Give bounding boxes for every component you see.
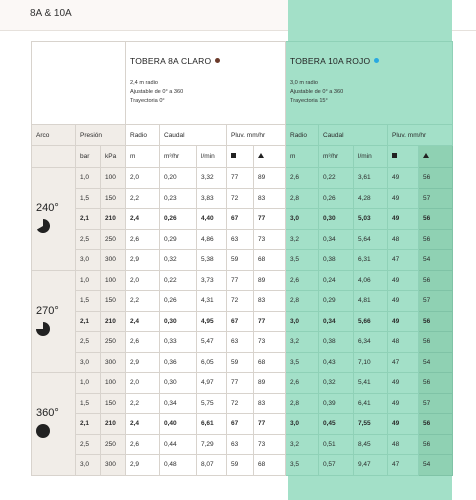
cell-bar: 1,0 (76, 373, 101, 394)
unit-m: m (126, 146, 160, 168)
cell-bar: 1,5 (76, 188, 101, 209)
cell-caudal-lmin-10a: 5,41 (354, 373, 388, 394)
cell-caudal-m3hr-10a: 0,29 (319, 291, 354, 312)
arc-label: 360° (36, 407, 59, 420)
unit-lmin: l/min (197, 146, 227, 168)
nozzle-10a-color-dot (374, 58, 379, 63)
cell-pluv-square-10a: 49 (388, 188, 419, 209)
cell-caudal-lmin-10a: 5,03 (354, 209, 388, 230)
cell-pluv-triangle: 73 (254, 229, 286, 250)
nozzle-8a-adjust: Ajustable de 0° a 360 (130, 89, 184, 95)
cell-pluv-triangle: 83 (254, 393, 286, 414)
cell-radio: 2,2 (126, 291, 160, 312)
cell-bar: 2,5 (76, 434, 101, 455)
cell-radio: 2,9 (126, 352, 160, 373)
cell-pluv-triangle: 73 (254, 434, 286, 455)
cell-radio: 2,6 (126, 229, 160, 250)
cell-caudal-lmin: 4,31 (197, 291, 227, 312)
cell-kpa: 100 (101, 373, 126, 394)
arc-cell (32, 168, 76, 271)
cell-radio: 2,0 (126, 373, 160, 394)
cell-pluv-square-10a: 49 (388, 168, 419, 189)
cell-caudal-m3hr-10a: 0,24 (319, 270, 354, 291)
cell-pluv-triangle-10a: 56 (419, 229, 453, 250)
cell-pluv-square: 59 (227, 250, 254, 271)
cell-caudal-m3hr: 0,23 (160, 188, 197, 209)
cell-pluv-triangle: 68 (254, 455, 286, 476)
nozzle-8a-header (126, 42, 286, 125)
cell-radio: 2,2 (126, 393, 160, 414)
cell-bar: 1,0 (76, 270, 101, 291)
cell-pluv-triangle: 73 (254, 332, 286, 353)
cell-radio: 2,6 (126, 332, 160, 353)
table-row (32, 209, 453, 230)
cell-bar: 3,0 (76, 455, 101, 476)
cell-radio-10a: 2,6 (286, 270, 319, 291)
table-row (32, 250, 453, 271)
cell-pluv-triangle: 89 (254, 168, 286, 189)
header-radio-10a: Radio (286, 125, 319, 146)
cell-caudal-m3hr: 0,20 (160, 168, 197, 189)
table-row (32, 352, 453, 373)
table-row (32, 311, 453, 332)
cell-caudal-m3hr-10a: 0,34 (319, 229, 354, 250)
cell-radio-10a: 3,0 (286, 209, 319, 230)
header-pluv: Pluv. mm/hr (227, 125, 286, 146)
cell-kpa: 150 (101, 291, 126, 312)
unit-kpa: kPa (101, 146, 126, 168)
cell-kpa: 250 (101, 229, 126, 250)
arc-label: 240° (36, 202, 59, 215)
cell-kpa: 150 (101, 393, 126, 414)
cell-radio-10a: 3,2 (286, 229, 319, 250)
cell-pluv-square-10a: 49 (388, 373, 419, 394)
cell-caudal-m3hr-10a: 0,45 (319, 414, 354, 435)
cell-radio-10a: 3,0 (286, 414, 319, 435)
cell-caudal-lmin-10a: 6,41 (354, 393, 388, 414)
cell-bar: 3,0 (76, 250, 101, 271)
cell-caudal-lmin: 3,83 (197, 188, 227, 209)
cell-caudal-lmin: 6,05 (197, 352, 227, 373)
nozzle-10a-header (286, 42, 453, 125)
cell-radio: 2,2 (126, 188, 160, 209)
nozzle-8a-title: TOBERA 8A CLARO (130, 56, 212, 66)
cell-caudal-lmin: 8,07 (197, 455, 227, 476)
unit-m-10a: m (286, 146, 319, 168)
table-row (32, 270, 453, 291)
nozzle-8a-trajectory: Trayectoria 0° (130, 98, 165, 104)
square-pattern-icon-10a (388, 146, 419, 168)
table-body (32, 168, 453, 476)
header-arco: Arco (32, 125, 76, 146)
cell-bar: 1,5 (76, 291, 101, 312)
header-radio: Radio (126, 125, 160, 146)
cell-pluv-square: 63 (227, 332, 254, 353)
cell-caudal-m3hr-10a: 0,30 (319, 209, 354, 230)
cell-pluv-square-10a: 49 (388, 270, 419, 291)
cell-radio: 2,4 (126, 209, 160, 230)
cell-pluv-triangle: 77 (254, 414, 286, 435)
cell-kpa: 210 (101, 414, 126, 435)
cell-pluv-triangle: 89 (254, 373, 286, 394)
cell-pluv-triangle-10a: 56 (419, 434, 453, 455)
cell-pluv-square-10a: 48 (388, 434, 419, 455)
cell-pluv-square-10a: 49 (388, 209, 419, 230)
cell-pluv-triangle: 68 (254, 250, 286, 271)
table-row (32, 332, 453, 353)
nozzle-8a-radius: 2,4 m radio (130, 80, 158, 86)
cell-radio: 2,9 (126, 455, 160, 476)
cell-pluv-triangle-10a: 56 (419, 270, 453, 291)
cell-caudal-lmin-10a: 9,47 (354, 455, 388, 476)
cell-radio-10a: 3,5 (286, 352, 319, 373)
cell-caudal-lmin: 3,32 (197, 168, 227, 189)
cell-radio-10a: 2,6 (286, 373, 319, 394)
cell-pluv-square: 77 (227, 270, 254, 291)
nozzle-8a-color-dot (215, 58, 220, 63)
cell-caudal-m3hr-10a: 0,51 (319, 434, 354, 455)
cell-radio-10a: 2,8 (286, 393, 319, 414)
cell-bar: 1,0 (76, 168, 101, 189)
cell-caudal-m3hr: 0,32 (160, 250, 197, 271)
cell-caudal-lmin: 4,97 (197, 373, 227, 394)
cell-caudal-lmin-10a: 3,61 (354, 168, 388, 189)
triangle-pattern-icon-10a (419, 146, 453, 168)
cell-radio-10a: 3,5 (286, 455, 319, 476)
table-row (32, 291, 453, 312)
cell-caudal-m3hr: 0,26 (160, 209, 197, 230)
cell-pluv-square-10a: 49 (388, 291, 419, 312)
nozzle-header-row (32, 42, 453, 125)
cell-caudal-m3hr: 0,30 (160, 311, 197, 332)
cell-pluv-square: 72 (227, 188, 254, 209)
unit-m3hr: m³/hr (160, 146, 197, 168)
cell-kpa: 300 (101, 455, 126, 476)
cell-caudal-lmin-10a: 4,81 (354, 291, 388, 312)
cell-pluv-triangle: 83 (254, 291, 286, 312)
cell-bar: 2,1 (76, 209, 101, 230)
cell-radio: 2,6 (126, 434, 160, 455)
cell-caudal-m3hr: 0,36 (160, 352, 197, 373)
cell-pluv-square-10a: 47 (388, 455, 419, 476)
cell-pluv-triangle-10a: 54 (419, 352, 453, 373)
cell-pluv-square: 63 (227, 229, 254, 250)
cell-caudal-m3hr: 0,29 (160, 229, 197, 250)
cell-pluv-triangle-10a: 56 (419, 414, 453, 435)
arc-240-icon (36, 219, 75, 235)
cell-pluv-square: 72 (227, 393, 254, 414)
page-title: 8A & 10A (30, 8, 72, 19)
cell-pluv-triangle-10a: 56 (419, 209, 453, 230)
cell-kpa: 250 (101, 332, 126, 353)
cell-caudal-lmin: 5,47 (197, 332, 227, 353)
table-row (32, 373, 453, 394)
cell-pluv-triangle-10a: 56 (419, 373, 453, 394)
arc-cell (32, 373, 76, 476)
cell-pluv-triangle: 68 (254, 352, 286, 373)
header-presion: Presión (76, 125, 126, 146)
header-pluv-10a: Pluv. mm/hr (388, 125, 453, 146)
cell-radio: 2,9 (126, 250, 160, 271)
cell-caudal-m3hr-10a: 0,22 (319, 168, 354, 189)
performance-table (31, 41, 453, 476)
cell-pluv-triangle: 89 (254, 270, 286, 291)
cell-radio: 2,0 (126, 168, 160, 189)
cell-caudal-m3hr: 0,44 (160, 434, 197, 455)
cell-caudal-m3hr-10a: 0,38 (319, 250, 354, 271)
cell-pluv-square-10a: 47 (388, 352, 419, 373)
cell-caudal-m3hr: 0,26 (160, 291, 197, 312)
cell-caudal-lmin-10a: 6,34 (354, 332, 388, 353)
cell-caudal-m3hr-10a: 0,32 (319, 373, 354, 394)
cell-bar: 1,5 (76, 393, 101, 414)
cell-caudal-lmin: 5,38 (197, 250, 227, 271)
cell-pluv-square-10a: 48 (388, 332, 419, 353)
header-blank (32, 42, 126, 125)
nozzle-10a-adjust: Ajustable de 0° a 360 (290, 89, 344, 95)
unit-bar: bar (76, 146, 101, 168)
triangle-pattern-icon (254, 146, 286, 168)
cell-pluv-square: 63 (227, 434, 254, 455)
cell-caudal-m3hr-10a: 0,39 (319, 393, 354, 414)
cell-kpa: 100 (101, 168, 126, 189)
cell-bar: 2,1 (76, 414, 101, 435)
cell-pluv-square-10a: 48 (388, 229, 419, 250)
cell-caudal-lmin: 4,40 (197, 209, 227, 230)
cell-caudal-m3hr-10a: 0,43 (319, 352, 354, 373)
cell-kpa: 300 (101, 352, 126, 373)
nozzle-10a-trajectory: Trayectoria 15° (290, 98, 328, 104)
cell-caudal-m3hr-10a: 0,26 (319, 188, 354, 209)
cell-pluv-triangle: 83 (254, 188, 286, 209)
cell-radio-10a: 2,6 (286, 168, 319, 189)
cell-pluv-triangle-10a: 57 (419, 188, 453, 209)
cell-radio-10a: 3,2 (286, 434, 319, 455)
header-caudal: Caudal (160, 125, 227, 146)
cell-pluv-triangle-10a: 56 (419, 332, 453, 353)
cell-pluv-triangle-10a: 57 (419, 393, 453, 414)
cell-pluv-square: 59 (227, 352, 254, 373)
cell-pluv-square: 67 (227, 414, 254, 435)
table-row (32, 188, 453, 209)
table-row (32, 414, 453, 435)
nozzle-10a-title: TOBERA 10A ROJO (290, 56, 371, 66)
cell-caudal-lmin: 4,86 (197, 229, 227, 250)
cell-pluv-triangle: 77 (254, 209, 286, 230)
cell-pluv-square-10a: 49 (388, 393, 419, 414)
cell-radio: 2,4 (126, 311, 160, 332)
cell-pluv-square-10a: 47 (388, 250, 419, 271)
cell-caudal-m3hr: 0,34 (160, 393, 197, 414)
cell-kpa: 210 (101, 311, 126, 332)
cell-pluv-triangle: 77 (254, 311, 286, 332)
cell-caudal-lmin-10a: 5,66 (354, 311, 388, 332)
header-caudal-10a: Caudal (319, 125, 388, 146)
cell-caudal-m3hr: 0,33 (160, 332, 197, 353)
cell-pluv-square: 67 (227, 209, 254, 230)
cell-caudal-lmin-10a: 7,10 (354, 352, 388, 373)
cell-radio-10a: 3,5 (286, 250, 319, 271)
cell-kpa: 100 (101, 270, 126, 291)
square-pattern-icon (227, 146, 254, 168)
cell-caudal-m3hr-10a: 0,38 (319, 332, 354, 353)
nozzle-10a-radius: 3,0 m radio (290, 80, 318, 86)
cell-bar: 3,0 (76, 352, 101, 373)
unit-m3hr-10a: m³/hr (319, 146, 354, 168)
cell-pluv-square: 59 (227, 455, 254, 476)
column-group-header-row (32, 125, 453, 146)
arc-cell (32, 270, 76, 373)
table-row (32, 393, 453, 414)
cell-pluv-square: 72 (227, 291, 254, 312)
cell-bar: 2,1 (76, 311, 101, 332)
cell-caudal-lmin-10a: 8,45 (354, 434, 388, 455)
cell-caudal-m3hr: 0,30 (160, 373, 197, 394)
cell-kpa: 250 (101, 434, 126, 455)
cell-caudal-m3hr-10a: 0,34 (319, 311, 354, 332)
cell-caudal-lmin: 7,29 (197, 434, 227, 455)
cell-pluv-square-10a: 49 (388, 311, 419, 332)
cell-caudal-lmin: 6,61 (197, 414, 227, 435)
cell-caudal-m3hr-10a: 0,57 (319, 455, 354, 476)
cell-pluv-triangle-10a: 54 (419, 250, 453, 271)
cell-bar: 2,5 (76, 332, 101, 353)
cell-radio: 2,0 (126, 270, 160, 291)
cell-bar: 2,5 (76, 229, 101, 250)
cell-pluv-triangle-10a: 56 (419, 168, 453, 189)
cell-caudal-m3hr: 0,48 (160, 455, 197, 476)
table-row (32, 168, 453, 189)
cell-radio: 2,4 (126, 414, 160, 435)
unit-lmin-10a: l/min (354, 146, 388, 168)
cell-caudal-lmin: 4,95 (197, 311, 227, 332)
cell-pluv-square: 77 (227, 168, 254, 189)
cell-caudal-lmin-10a: 4,28 (354, 188, 388, 209)
cell-caudal-lmin-10a: 7,55 (354, 414, 388, 435)
cell-kpa: 150 (101, 188, 126, 209)
cell-pluv-triangle-10a: 56 (419, 311, 453, 332)
cell-caudal-lmin-10a: 4,06 (354, 270, 388, 291)
cell-pluv-square: 67 (227, 311, 254, 332)
cell-pluv-triangle-10a: 57 (419, 291, 453, 312)
table-row (32, 434, 453, 455)
arc-360-icon (36, 424, 75, 440)
cell-caudal-m3hr: 0,40 (160, 414, 197, 435)
cell-caudal-lmin: 3,73 (197, 270, 227, 291)
unit-blank (32, 146, 76, 168)
cell-caudal-lmin: 5,75 (197, 393, 227, 414)
arc-label: 270° (36, 304, 59, 317)
cell-radio-10a: 3,0 (286, 311, 319, 332)
cell-radio-10a: 2,8 (286, 188, 319, 209)
cell-caudal-m3hr: 0,22 (160, 270, 197, 291)
cell-kpa: 210 (101, 209, 126, 230)
unit-header-row (32, 146, 453, 168)
cell-pluv-triangle-10a: 54 (419, 455, 453, 476)
table-row (32, 229, 453, 250)
cell-caudal-lmin-10a: 6,31 (354, 250, 388, 271)
cell-radio-10a: 2,8 (286, 291, 319, 312)
table-row (32, 455, 453, 476)
cell-kpa: 300 (101, 250, 126, 271)
cell-pluv-square: 77 (227, 373, 254, 394)
cell-pluv-square-10a: 49 (388, 414, 419, 435)
cell-radio-10a: 3,2 (286, 332, 319, 353)
arc-270-icon (36, 322, 75, 338)
cell-caudal-lmin-10a: 5,64 (354, 229, 388, 250)
